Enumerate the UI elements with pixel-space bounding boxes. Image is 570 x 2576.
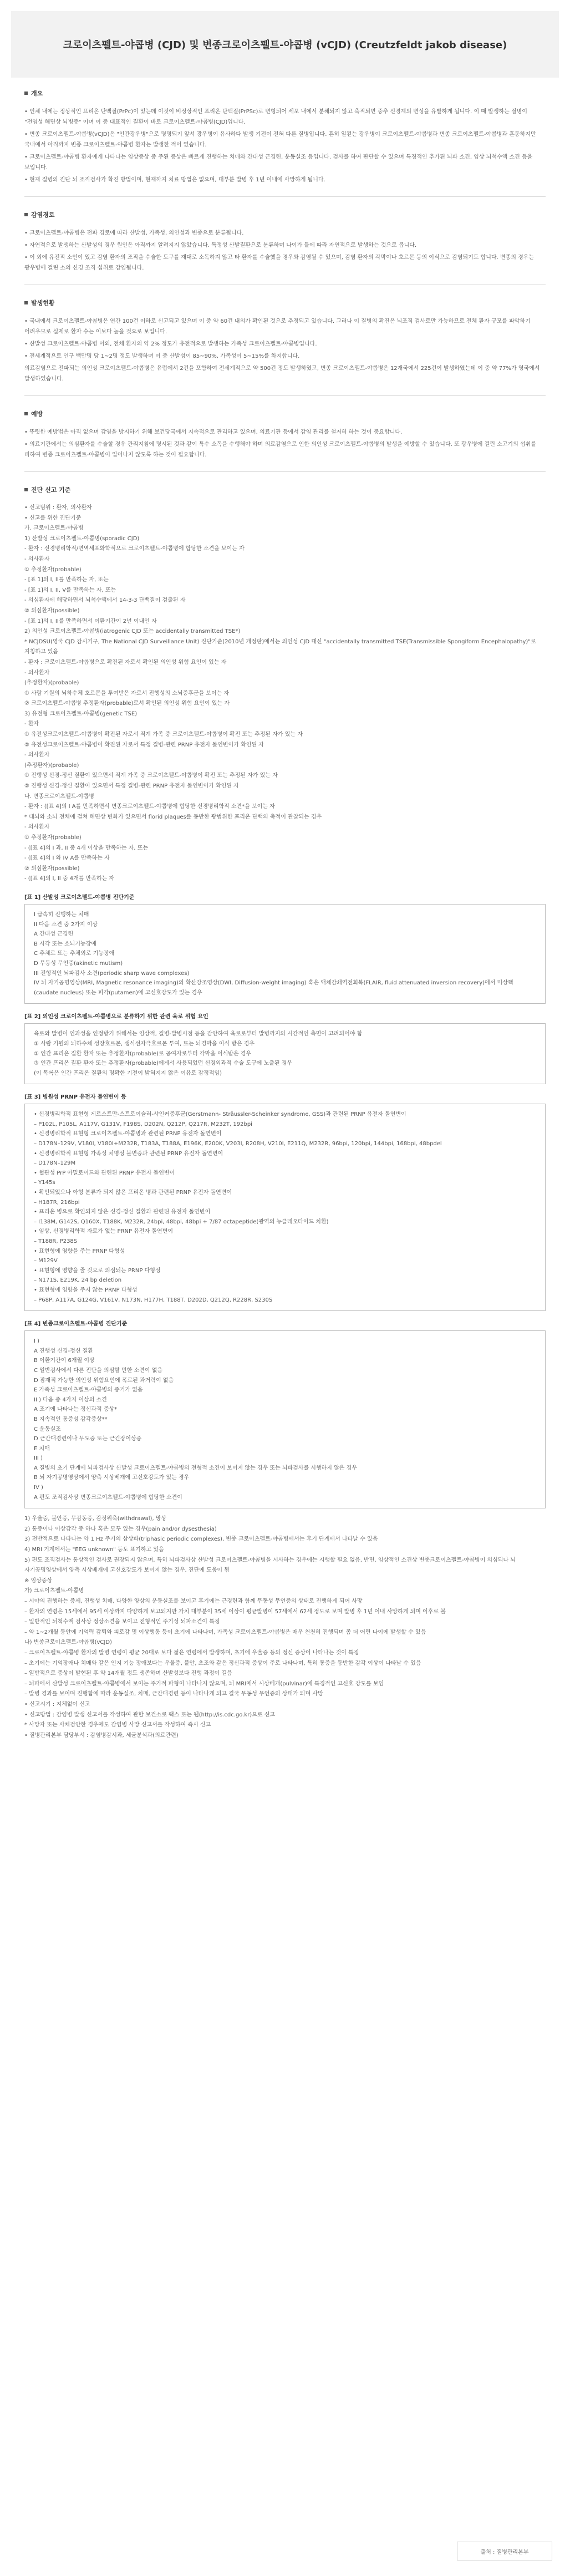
table-line: • 신경병리학적 표현형 가족성 치명성 불면증과 관련된 PRNP 유전자 돌연변이 bbox=[34, 1150, 223, 1157]
criteria-line: 3) 유전형 크로이츠펠트-야콥병(genetic TSE) bbox=[24, 710, 138, 717]
section-criteria bbox=[24, 485, 546, 1741]
table-line: III ) bbox=[34, 1455, 43, 1462]
criteria-table bbox=[24, 1104, 546, 1311]
table-line: II 다음 소견 중 2가지 이상 bbox=[34, 921, 98, 928]
criteria-line: ② 크로이츠펠트-야콥병 추정환자(probable)로서 확인된 의인성 위험 요인이 있는 자 bbox=[24, 700, 230, 707]
note-line: – 약 1~2개월 동안에 기억력 감퇴와 피로감 및 이상행동 등이 초기에 나타나며, 가족성 크로이츠펠트-야콥병은 매우 천천히 진행되며 좀 더 어린 나이에 발생할 수 있음 bbox=[24, 1629, 426, 1635]
table-line: – M129V bbox=[34, 1258, 58, 1264]
table-line: – H187R, 216bpi bbox=[34, 1199, 80, 1206]
note-line: 나) 변종크로이츠펠트-야콥병(vCJD) bbox=[24, 1639, 112, 1646]
criteria-line: - [표 1]의 I, II를 만족하면서 이환기간이 2년 이내인 자 bbox=[24, 618, 157, 624]
criteria-line: - ([표 4]의 I 과, II 중 4개 이상을 만족하는 자, 또는 bbox=[24, 845, 149, 851]
note-line: – 발병 경과를 보이며 진행함에 따라 운동실조, 치매, 근간대경련 등이 나타나게 되고 결국 무동성 무언증의 상태가 되며 사망 bbox=[24, 1691, 323, 1698]
note-line: 3) 전반적으로 나타나는 약 1 Hz 주기의 삼상파(triphasic periodic complexes), 변종 크로이츠펠트-야콥병에서는 후기 단계에서 나타날 수 있음 bbox=[24, 1536, 378, 1543]
criteria-line: * NCJDSU(영국 CJD 감시기구, The National CJD Surveillance Unit) 진단기준(2010년 개정판)에서는 의인성 CJD 대신 "accidentally transmitted TSE(Transmissible Spongiform Encephalopathy)"로 지칭하고 있음 bbox=[24, 638, 538, 656]
criteria-line: 1) 산발성 크로이츠펠트-야콥병(sporadic CJD) bbox=[24, 535, 140, 542]
section-epidemiology bbox=[24, 298, 546, 396]
criteria-line: - 환자 bbox=[24, 721, 39, 728]
table-line: – T188R, P238S bbox=[34, 1238, 78, 1244]
table-line: • 확인되었으나 아형 분류가 되지 않은 프리온 병과 관련된 PRNP 유전자 돌연변이 bbox=[34, 1190, 232, 1196]
criteria-line: * 대뇌와 소뇌 전체에 걸쳐 해면상 변화가 있으면서 florid plaques를 동반한 광범위한 프리온 단백의 축적이 관찰되는 경우 bbox=[24, 814, 322, 820]
section-heading: 감염경로 bbox=[31, 211, 55, 219]
table-line: C 일반검사에서 다른 진단을 의심할 만한 소견이 없음 bbox=[34, 1367, 163, 1374]
paragraph: • 뚜렷한 예방법은 아직 없으며 감염을 방지하기 위해 보건당국에서 지속적으로 관리하고 있으며, 의료기관 등에서 감염 관리를 철저히 하는 것이 중요합니다. bbox=[24, 429, 403, 435]
note-line: ※ 임상증상 bbox=[24, 1577, 53, 1584]
section-title bbox=[24, 89, 546, 98]
criteria-line: ① 유전성크로이츠펠트-야콥병이 확진된 자로서 직계 가족 중 크로이츠펠트-야콥병이 확진 또는 추정된 자가 있는 자 bbox=[24, 731, 303, 738]
table-line: A 편도 조직검사상 변종크로이츠펠트-야콥병에 합당한 소견이 bbox=[34, 1494, 182, 1501]
criteria-line: ② 의심환자(possible) bbox=[24, 865, 80, 872]
note-line: – 일반적으로 증상이 발현된 후 약 14개월 정도 생존하며 산발성보다 진행 과정이 길음 bbox=[24, 1670, 232, 1677]
notes-list bbox=[24, 1514, 546, 1741]
paragraph: 의료감염으로 전파되는 의인성 크로이츠펠트-야콥병은 유럽에서 2건을 포함하여 전세계적으로 약 500건 정도 발생하였고, 변종 크로이츠펠트-야콥병은 12개국에서 225건이 발생하였는데 이 중 약 77%가 영국에서 발생하였습니다. bbox=[24, 365, 542, 382]
section-overview bbox=[24, 89, 546, 197]
section-title bbox=[24, 298, 546, 307]
divider bbox=[24, 395, 546, 396]
section-heading: 개요 bbox=[31, 90, 43, 97]
criteria-line: ① 추정환자(probable) bbox=[24, 566, 82, 573]
section-heading: 발생현황 bbox=[31, 299, 55, 307]
section-heading: 예방 bbox=[31, 410, 43, 418]
table-line: • 표현형에 영향을 줄 것으로 의심되는 PRNP 다형성 bbox=[34, 1267, 161, 1274]
criteria-line: 2) 의인성 크로이츠펠트-야콥병(iatrogenic CJD 또는 accidentally transmitted TSE*) bbox=[24, 628, 241, 635]
note-line: • 신고방법 : 감염병 발생 신고서를 작성하여 관할 보건소로 팩스 또는 웹(http://is.cdc.go.kr)으로 신고 bbox=[24, 1711, 276, 1718]
table-line: – Y145s bbox=[34, 1180, 55, 1186]
note-line: 가) 크로이츠펠트-야콥병 bbox=[24, 1588, 84, 1594]
square-bullet-icon bbox=[24, 488, 28, 491]
criteria-line: - 의사환자 bbox=[24, 669, 50, 676]
section-prevention bbox=[24, 409, 546, 472]
table-line: A 진행성 신경-정신 질환 bbox=[34, 1348, 93, 1354]
table-line: – P102L, P105L, A117V, G131V, F198S, D202N, Q212P, Q217R, M232T, 192bpi bbox=[34, 1121, 252, 1127]
criteria-line: - 환자 : ([표 4]의 I A를 만족하면서 변종크로이츠펠트-야콥병에 합당한 신경병리학적 소견*을 보이는 자 bbox=[24, 804, 275, 810]
table-line: • 혈관성 PrP 아밀로이드와 관련된 PRNP 유전자 돌연변이 bbox=[34, 1170, 175, 1176]
note-line: – 일반적인 뇌척수액 검사상 정상소견을 보이고 전형적인 주기성 뇌파소견이 특징 bbox=[24, 1619, 220, 1625]
table-line: D 잠재적 가능한 의인성 위험요인에 폭로된 과거력이 없음 bbox=[34, 1377, 174, 1384]
paragraph: • 변종 크로이츠펠트-야콥병(vCJD)은 "인간광우병"으로 명명되기 앞서 광우병이 유사하다 발생 기전이 전혀 다른 질병입니다. 흔히 일컫는 광우병이 크로이츠펠트-야콥병과 변종 크로이츠펠트-야콥병과 혼동하지만 국내에서 아직까지 변종 크로이츠펠트-야콥병 환자는 발생한 적이 없습니다. bbox=[24, 131, 538, 148]
section-heading: 진단 신고 기준 bbox=[31, 486, 71, 494]
table-line: – D178N–129V, V180I, V180I+M232R, T183A, T188A, E196K, E200K, V203I, R208H, V210I, E211Q, M232R, 96bpi, 120bpi, 144bpi, 168bpi, 48bpdel bbox=[34, 1141, 442, 1147]
square-bullet-icon bbox=[24, 92, 28, 95]
criteria-line: - 의사환자 bbox=[24, 556, 50, 562]
table-line: A 간대성 근경련 bbox=[34, 931, 74, 938]
criteria-line: (추정환자)(probable) bbox=[24, 762, 79, 769]
note-line: – 초기에는 기억장애나 치매와 같은 인지 기능 장애보다는 우울증, 불안, 초조와 같은 정신과적 증상이 주로 나타나며, 특히 통증을 동반한 감각 이상이 나타날 수 있음 bbox=[24, 1660, 421, 1666]
criteria-tables bbox=[24, 892, 546, 1508]
table-line: • 표현형에 영향을 주는 PRNP 다형성 bbox=[34, 1248, 125, 1254]
table-line: A 조기에 나타나는 정신과적 증상* bbox=[34, 1406, 118, 1413]
square-bullet-icon bbox=[24, 213, 28, 216]
table-line: B 지속적인 통증성 감각증상** bbox=[34, 1416, 108, 1422]
section-title bbox=[24, 485, 546, 494]
note-line: – 뇌파에서 산발성 크로이츠펠트-야콥병에서 보이는 주기적 파형이 나타나지 않으며, 뇌 MRI에서 시상베개(pulvinar)에 특징적인 고신호 강도를 보임 bbox=[24, 1680, 384, 1687]
table-line: – D178N–129M bbox=[34, 1160, 76, 1167]
note-line: 1) 우울증, 불안증, 무감동증, 감정위축(withdrawal), 망상 bbox=[24, 1516, 167, 1522]
note-line: * 사망자 또는 사체검안한 경우에도 감염병 사망 신고서를 작성하여 즉시 신고 bbox=[24, 1722, 211, 1729]
note-line: 4) MRI 기계에서는 "EEG unknown" 등도 표기하고 있음 bbox=[24, 1547, 164, 1553]
paragraph: • 현재 질병의 진단 뇌 조직검사가 확진 방법이며, 현재까지 치료 방법은 없으며, 대부분 발병 후 1년 이내에 사망하게 됩니다. bbox=[24, 177, 325, 183]
table-line: • 임상, 신경병리학적 자료가 없는 PRNP 유전자 돌연변이 bbox=[34, 1228, 174, 1235]
page-title: 크로이츠펠트-야콥병 (CJD) 및 변종크로이츠펠트-야콥병 (vCJD) (Creutzfeldt jakob disease) bbox=[63, 39, 507, 51]
article-content bbox=[24, 89, 546, 1741]
section-infection bbox=[24, 210, 546, 285]
table-caption: [표 1] 산발성 크로이츠펠트-야콥병 진단기준 bbox=[24, 894, 135, 901]
criteria-line: 가. 크로이츠펠트-야콥병 bbox=[24, 525, 84, 532]
paragraph: • 전세계적으로 인구 백만명 당 1~2명 정도 발생하며 이 중 산발성이 85~90%, 가족성이 5~15%를 차지합니다. bbox=[24, 353, 300, 359]
criteria-line: - [표 1]의 I, II를 만족하는 자, 또는 bbox=[24, 577, 109, 583]
table-line: II ) 다음 중 4가지 이상의 소견 bbox=[34, 1396, 107, 1403]
criteria-line: - 의사환자 bbox=[24, 752, 50, 759]
criteria-line: • 신고범위 : 환자, 의사환자 bbox=[24, 505, 92, 511]
note-line: • 질병관리본부 담당부서 : 감염병감시과, 세균분석과(의료관련) bbox=[24, 1732, 179, 1739]
table-line: E 치매 bbox=[34, 1445, 50, 1452]
paragraph: • 산발성 크로이츠펠트-야콥병 이외, 전체 환자의 약 2% 정도가 유전적으로 발생하는 가족성 크로이츠펠트-야콥병입니다. bbox=[24, 341, 317, 347]
criteria-table bbox=[24, 1330, 546, 1508]
table-line: B 시각 또는 소뇌기능장애 bbox=[34, 941, 96, 947]
criteria-table bbox=[24, 1023, 546, 1084]
table-line: • 신경병리학적 표현형 게르스트만-스트로이슬러-샤인커증후군(Gerstmann- Sträussler-Scheinker syndrome, GSS)과 관련된 PRNP 유전자 돌연변이 bbox=[34, 1111, 406, 1118]
table-caption: [표 2] 의인성 크로이츠펠트-야콥병으로 분류하기 위한 관련 육로 위험 요인 bbox=[24, 1014, 208, 1020]
table-line: – N171S, E219K, 24 bp deletion bbox=[34, 1277, 122, 1284]
table-line: ③ 인간 프리온 질환 환자 또는 추정환자(probable)에게서 사용되었던 신경외과적 수술 도구에 노출된 경우 bbox=[34, 1060, 293, 1067]
table-line: IV 뇌 자기공명영상(MRI, Magnetic resonance imaging)의 확산강조영상(DWI, Diffusion-weight imaging) 혹은 액체감쇄역전회복(FLAIR, fluid attenuated inversion recovery)에서 미상핵(caudate nucleus) 또는 피각(putamen)에 고신호강도가 있는 경우 bbox=[34, 980, 513, 996]
criteria-line: • 신고를 위한 진단기준 bbox=[24, 515, 82, 521]
criteria-line: - 환자 : 크로이츠펠트-야콥병으로 확진된 자로서 확인된 의인성 위험 요인이 있는 자 bbox=[24, 659, 227, 665]
source-box bbox=[457, 2542, 552, 2560]
criteria-line: 나. 변종크로이츠펠트-야콥병 bbox=[24, 793, 94, 800]
table-line: 육로와 발병이 인과성을 인정받기 위해서는 임상적, 질병-발병시점 등을 감안하여 육로로부터 발병까지의 시간적인 측면이 고려되어야 함 bbox=[34, 1031, 363, 1038]
table-line: I ) bbox=[34, 1338, 40, 1345]
table-line: – I138M, G142S, Q160X, T188K, M232R, 24bpi, 48bpi, 48bpi + 7/87 octapeptide(광역의 뉴클레오타이드 치환) bbox=[34, 1218, 329, 1225]
table-line: A 질병의 초기 단계에 뇌파검사상 산발성 크로이츠펠트-야콥병의 전형적 소견이 보이지 않는 경우 또는 뇌파검사를 시행하지 않은 경우 bbox=[34, 1465, 357, 1471]
criteria-line: - [표 1]의 I, II, V를 만족하는 자, 또는 bbox=[24, 587, 116, 593]
criteria-line: - 의심환자에 해당하면서 뇌척수액에서 14-3-3 단백질이 검출된 자 bbox=[24, 597, 186, 604]
square-bullet-icon bbox=[24, 412, 28, 415]
table-line: D 근간대경련이나 무도증 또는 근긴장이상증 bbox=[34, 1436, 142, 1442]
note-line: – 크로이츠펠트-야콥병 환자의 발병 연령이 평균 20대로 보다 젊은 연령에서 발생하며, 초기에 우울증 등의 정신 증상이 나타나는 것이 특징 bbox=[24, 1649, 359, 1656]
section-title bbox=[24, 409, 546, 418]
table-line: C 추체로 또는 추체외로 기능장애 bbox=[34, 951, 115, 957]
criteria-list bbox=[24, 503, 546, 885]
section-title bbox=[24, 210, 546, 219]
table-line: • 신경병리학적 표현형 크로이츠펠트-야콥병과 관련된 PRNP 유전자 돌연변이 bbox=[34, 1131, 222, 1137]
criteria-line: - 환자 : 신경병리학적/면역세포화학적으로 크로이츠펠트-야콥병에 합당한 소견을 보이는 자 bbox=[24, 546, 245, 552]
paragraph: • 이 외에 유전적 소인이 있고 감염 환자의 조직을 수술한 도구를 재대로 소독하지 않고 타 환자를 수술했을 경우와 감염될 수 있으며, 감염 환자의 각막이나 호르몬 등의 이식으로 감염되기도 합니다. 변종의 경우는 광우병에 걸린 소의 신경 조직 섭취로 감염됩니다. bbox=[24, 255, 536, 271]
criteria-line: ① 진행성 신경-정신 질환이 있으면서 직계 가족 중 크로이츠펠트-야콥병이 확진 또는 추정된 자가 있는 자 bbox=[24, 773, 278, 779]
table-line: • 프리온 병으로 확인되지 않은 신경-정신 질환과 관련된 유전자 돌연변이 bbox=[34, 1209, 211, 1216]
table-caption: [표 3] 병원성 PRNP 유전자 돌연변이 등 bbox=[24, 1094, 126, 1101]
divider bbox=[24, 284, 546, 285]
criteria-line: - 의사환자 bbox=[24, 824, 50, 831]
note-line: 5) 편도 조직검사는 통상적인 검사로 권장되지 않으며, 특히 뇌파검사상 산발성 크로이츠펠트-야콥병을 시사하는 경우에는 시행할 필요 없음, 반면, 임상적인 소견상 변종크로이츠펠트-야콥병이 의심되나 뇌 자기공명영상에서 양측 시상베개에 고신호강도가 보이지 않는 경우, 진단에 도움이 됨 bbox=[24, 1557, 518, 1574]
criteria-line: ② 유전성크로이츠펠트-야콥병이 확진된 자로서 특정 질병-관련 PRNP 유전자 돌연변이가 확인된 자 bbox=[24, 741, 264, 748]
title-bar bbox=[11, 11, 559, 78]
paragraph: • 자연적으로 발생하는 산발성의 경우 원인은 아직까지 알려지지 않았습니다. 특정성 산발질환으로 분류하며 나이가 들에 따라 자연적으로 발생하는 것으로 봅니다. bbox=[24, 242, 417, 248]
criteria-line: ② 의심환자(possible) bbox=[24, 607, 80, 614]
paragraph: • 크로이츠펠트-야콥병은 전파 경로에 따라 산발성, 가족성, 의인성과 변종으로 분류됩니다. bbox=[24, 230, 244, 236]
table-line: IV ) bbox=[34, 1485, 43, 1491]
source-label: 출처 : 질병관리본부 bbox=[480, 2549, 529, 2555]
table-line: ① 사람 기원의 뇌하수체 성장호르몬, 생식선자극호르몬 투여, 또는 뇌경막을 이식 받은 경우 bbox=[34, 1040, 255, 1047]
table-line: ② 인간 프리온 질환 환자 또는 추정환자(probable)로 공여자로부터 각막을 이식받은 경우 bbox=[34, 1050, 252, 1057]
table-line: D 무동성 무언증(akinetic mutism) bbox=[34, 960, 123, 967]
paragraph: • 국내에서 크로이츠펠트-야콥병은 연간 100건 이하로 신고되고 있으며 이 중 약 60건 내외가 확인된 것으로 추정되고 있습니다. 그러나 이 질병의 확진은 뇌조직 검사로만 가능하므로 전체 환자 규모를 파악하기 어려우므로 실제로 환자 수는 이보다 높을 것으로 보입니다. bbox=[24, 318, 532, 335]
note-line: – 시야의 진행하는 증세, 진행성 치매, 다양한 양상의 운동실조를 보이고 후기에는 근경련과 함께 무동성 무언증의 상태로 진행하게 되어 사망 bbox=[24, 1598, 363, 1604]
table-line: • 표현형에 영향을 주지 않는 PRNP 다형성 bbox=[34, 1287, 138, 1293]
paragraph: • 의료기관에서는 의심환자를 수술할 경우 관리지침에 명시된 것과 같이 특수 소독을 수행해야 하며 의료감염으로 인한 의인성 크로이츠펠트-야콥병의 발생을 예방할 수 있습니다. 또 광우병에 걸린 소고기의 섭취를 피하여 변종 크로이츠펠트-야콥병이 일어나지 않도록 하는 것이 필요합니다. bbox=[24, 441, 538, 458]
table-line: (이 목록은 인간 프리온 질환의 명확한 기전이 밝혀지지 않은 이유로 잠정적임) bbox=[34, 1070, 222, 1076]
criteria-table bbox=[24, 904, 546, 1004]
table-line: E 가족성 크로이츠펠트-야콥병의 증거가 없음 bbox=[34, 1387, 143, 1394]
paragraph: • 인체 내에는 정상적인 프리온 단백질(PrPc)이 있는데 이것이 비정상적인 프리온 단백질(PrPSc)로 변형되어 세포 내에서 분해되지 않고 축적되면 중추 신경계의 변성을 유발하게 됩니다. 이 때 발생하는 질병이 "전염성 해면상 뇌병증" 이며 이 중 대표적인 질환이 바로 크로이츠펠트-야콥병(CJD)입니다. bbox=[24, 109, 530, 125]
divider bbox=[24, 196, 546, 197]
paragraph: • 크로이츠펠트-야콥병 환자에게 나타나는 임상증상 중 주된 증상은 빠르게 진행하는 치매와 간대성 근경련, 운동실조 등입니다. 검사를 하여 판단할 수 있으며 특징적인 추가된 뇌파 소견, 임상 뇌척수액 소견 등을 보입니다. bbox=[24, 154, 535, 171]
table-line: I 급속히 진행하는 치매 bbox=[34, 911, 89, 918]
note-line: – 환자의 연령은 15세에서 95세 이상까지 다양하게 보고되지만 가치 대부분이 35세 이상이 평균발병이 57세에서 62세 정도로 보며 발병 후 1년 이내 사망하게 되며 이후로 볼 bbox=[24, 1608, 446, 1615]
note-line: • 신고시기 : 지체없이 신고 bbox=[24, 1701, 90, 1708]
table-line: C 운동실조 bbox=[34, 1426, 61, 1432]
note-line: 2) 통증이나 이상감각 중 하나 혹은 모두 있는 경우(pain and/or dysesthesia) bbox=[24, 1526, 217, 1532]
criteria-line: ① 추정환자(probable) bbox=[24, 835, 82, 841]
table-line: – P68P, A117A, G124G, V161V, N173N, H177H, T188T, D202D, Q212Q, R228R, S230S bbox=[34, 1297, 273, 1303]
criteria-line: - ([표 4]의 I 와 IV A를 만족하는 자 bbox=[24, 855, 110, 862]
divider bbox=[24, 471, 546, 472]
square-bullet-icon bbox=[24, 301, 28, 304]
criteria-line: (추정환자)(probable) bbox=[24, 680, 79, 687]
criteria-line: ① 사람 기원의 뇌하수체 호르몬을 투여받은 자로서 진행성의 소뇌증후군을 보이는 자 bbox=[24, 690, 230, 697]
table-line: B 이환기간이 6개월 이상 bbox=[34, 1358, 95, 1364]
criteria-line: - ([표 4]의 I, II 중 4개를 만족하는 자 bbox=[24, 876, 115, 882]
table-line: B 뇌 자기공명영상에서 양측 시상베개에 고신호강도가 있는 경우 bbox=[34, 1475, 190, 1481]
table-caption: [표 4] 변종크로이츠펠트-야콥병 진단기준 bbox=[24, 1321, 128, 1328]
criteria-line: ② 진행성 신경-정신 질환이 있으면서 특정 질병-관련 PRNP 유전자 돌연변이가 확인된 자 bbox=[24, 783, 239, 790]
table-line: III 전형적인 뇌파검사 소견(periodic sharp wave complexes) bbox=[34, 970, 190, 977]
